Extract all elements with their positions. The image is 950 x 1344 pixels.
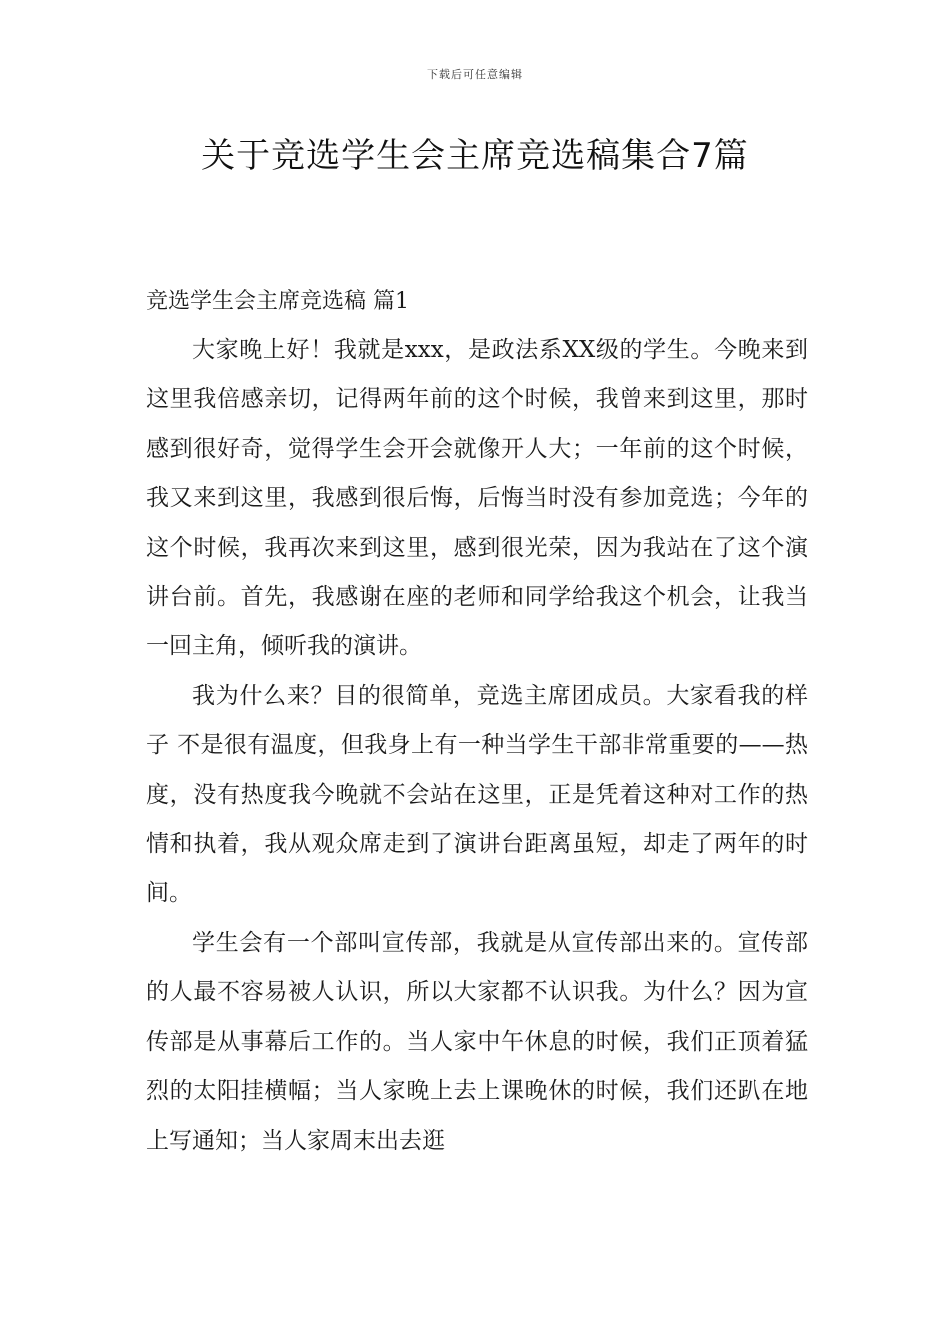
header-note: 下载后可任意编辑 — [427, 68, 523, 81]
section-heading: 竞选学生会主席竞选稿 篇1 — [146, 289, 409, 314]
paragraph: 学生会有一个部叫宣传部，我就是从宣传部出来的。宣传部的人最不容易被人认识，所以大家都不认识我。为什么？因为宣传部是从事幕后工作的。当人家中午休息的时候，我们正顶着猛烈的太阳挂横幅；当人家晚上去上课晚休的时候，我们还趴在地上写通知；当人家周末出去逛 — [146, 929, 808, 1154]
paragraph: 我为什么来？目的很简单，竞选主席团成员。大家看我的样子 不是很有温度，但我身上有一种当学生干部非常重要的——热度，没有热度我今晚就不会站在这里，正是凭着这种对工作的热情和执着，我从观众席走到了演讲台距离虽短，却走了两年的时间。 — [146, 682, 808, 907]
document-title: 关于竞选学生会主席竞选稿集合7篇 — [201, 136, 749, 176]
document-body — [146, 326, 808, 1166]
paragraph: 大家晚上好！我就是xxx，是政法系XX级的学生。今晚来到这里我倍感亲切，记得两年前的这个时候，我曾来到这里，那时感到很好奇，觉得学生会开会就像开人大；一年前的这个时候，我又来到这里，我感到很后悔，后悔当时没有参加竞选；今年的这个时候，我再次来到这里，感到很光荣，因为我站在了这个演讲台前。首先，我感谢在座的老师和同学给我这个机会，让我当一回主角，倾听我的演讲。 — [146, 337, 808, 660]
